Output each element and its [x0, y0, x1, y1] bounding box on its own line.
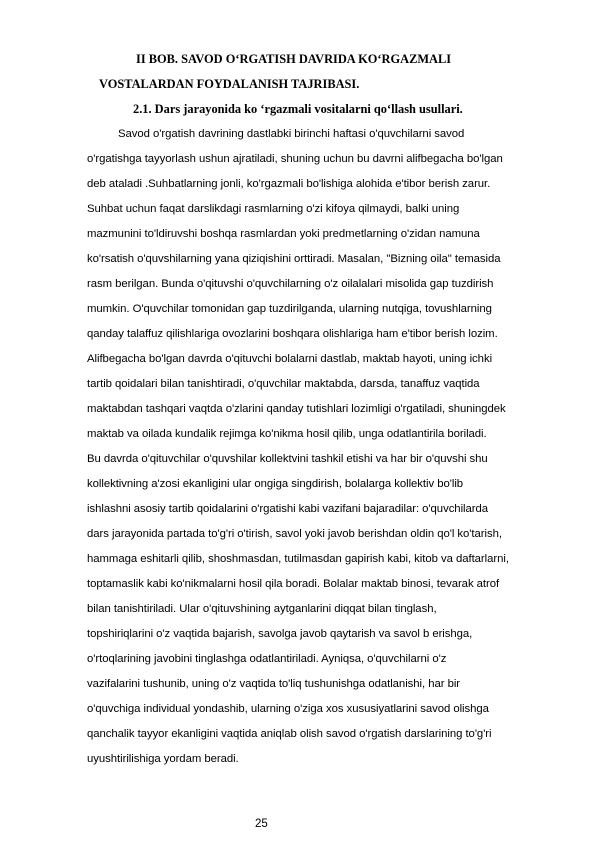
- body-line: toptamaslik kabi ko'nikmalarni hosil qila boradi. Bolalar maktab binosi, tevarak atrof: [87, 578, 500, 590]
- body-line: hammaga eshitarli qilib, shoshmasdan, tutilmasdan gapirish kabi, kitob va daftarlarni,: [87, 553, 509, 565]
- body-line: topshiriqlarini o'z vaqtida bajarish, savolga javob qaytarish va savol b erishga,: [87, 628, 473, 640]
- body-line: Alifbegacha bo'lgan davrda o'qituvchi bolalarni dastlab, maktab hayoti, uning ichki: [87, 353, 493, 365]
- body-line: uyushtirilishiga yordam beradi.: [87, 753, 239, 765]
- body-line: o'rtoqlarining javobini tinglashga odatlantiriladi. Ayniqsa, o'quvchilarni o'z: [87, 653, 447, 665]
- body-line: qanday talaffuz qilishlariga ovozlarini boshqara olishlariga ham e'tibor berish lozim.: [87, 328, 498, 340]
- body-line: maktabdan tashqari vaqtda o'zlarini qanday tutishlari lozimligi o'rgatiladi, shuningdek: [87, 403, 506, 415]
- body-line: dars jarayonida partada to'g'ri o'tirish, savol yoki javob berishdan oldin qo'l ko'tarish,: [87, 528, 502, 540]
- chapter-title-line-2: VOSTALARDAN FOYDALANISH TAJRIBASI.: [99, 77, 360, 91]
- body-line: maktab va oilada kundalik rejimga ko'nikma hosil qilib, unga odatlantirila boriladi.: [87, 428, 487, 440]
- chapter-title-line-1: II BOB. SAVOD O‘RGATISH DAVRIDA KO‘RGAZMALI: [136, 52, 452, 66]
- section-title: 2.1. Dars jarayonida ko ‘rgazmali vositalarni qo‘llash usullari.: [133, 102, 463, 116]
- page-number: 25: [255, 818, 268, 830]
- body-line: rasm berilgan. Bunda o'qituvshi o'quvchilarning o'z oilalalari misolida gap tuzdirish: [87, 278, 494, 290]
- body-line: tartib qoidalari bilan tanishtiradi, o'quvchilar maktabda, darsda, tanaffuz vaqtida: [87, 378, 480, 390]
- body-line: Savod o'rgatish davrining dastlabki birinchi haftasi o'quvchilarni savod: [118, 128, 465, 140]
- body-line: kollektivning a'zosi ekanligini ular ongiga singdirish, bolalarga kollektiv bo'lib: [87, 478, 464, 490]
- body-line: mumkin. O'quvchilar tomonidan gap tuzdirilganda, ularning nutqiga, tovushlarning: [87, 303, 492, 315]
- body-line: ko'rsatish o'quvshilarning yana qiziqishini orttiradi. Masalan, "Bizning oila" temasida: [87, 253, 501, 265]
- body-line: o'quvchiga individual yondashib, ularning o'ziga xos xususiyatlarini savod olishga: [87, 703, 489, 715]
- body-line: o'rgatishga tayyorlash ushun ajratiladi, shuning uchun bu davrni alifbegacha bo'lgan: [87, 153, 503, 165]
- body-line: ishlashni asosiy tartib qoidalarini o'rgatishi kabi vazifani bajaradilar: o'quvchilarda: [87, 503, 489, 515]
- body-line: deb ataladi .Suhbatlarning jonli, ko'rgazmali bo'lishiga alohida e'tibor berish zarur.: [87, 178, 491, 190]
- body-line: mazmunini to'ldiruvshi boshqa rasmlardan yoki predmetlarning o'zidan namuna: [87, 228, 480, 240]
- body-line: Bu davrda o'qituvchilar o'quvshilar kollektvini tashkil etishi va har bir o'quvshi shu: [87, 453, 488, 465]
- body-line: qanchalik tayyor ekanligini vaqtida aniqlab olish savod o'rgatish darslarining to'g'ri: [87, 728, 492, 740]
- body-line: bilan tanishtiriladi. Ular o'qituvshining aytganlarini diqqat bilan tinglash,: [87, 603, 437, 615]
- body-line: vazifalarini tushunib, uning o'z vaqtida to'liq tushunishga odatlanishi, har bir: [87, 678, 461, 690]
- body-line: Suhbat uchun faqat darslikdagi rasmlarning o'zi kifoya qilmaydi, balki uning: [87, 203, 460, 215]
